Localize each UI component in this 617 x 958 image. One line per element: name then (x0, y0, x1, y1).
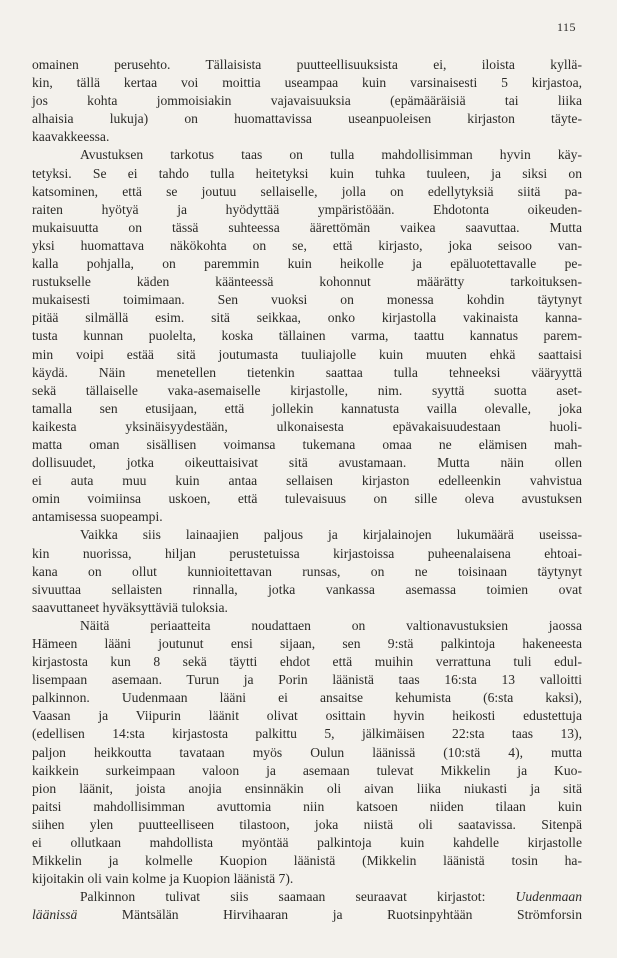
text-line: paitsi mahdollisimman avuttomia niin katsoen niiden tilaan kuin (32, 798, 582, 814)
text-line: kirjastosta kun 8 sekä täytti ehdot että muihin verrattuna tuli edul- (32, 654, 582, 670)
paragraph (32, 617, 582, 888)
text-line: käydä. Näin menetellen tietenkin saattaa tulla tehneeksi vääryyttä (32, 364, 582, 380)
text-line: pion läänit, joista anojia ensinnäkin oli aivan liika niukasti ja sitä (32, 780, 582, 796)
text-line: kalla pohjalla, on paremmin kuin heikolle ja epäluotettavalle pe- (32, 256, 582, 272)
text-line: katsominen, että se joutuu sellaiselle, jolla on edellytyksiä siitä pa- (32, 183, 582, 199)
text-line: Vaikka siis lainaajien paljous ja kirjalainojen lukumäärä useissa- (80, 527, 582, 543)
text-line: omin voimiinsa uskoen, että tulevaisuus on sille oleva avustuksen (32, 491, 582, 507)
text-line: sekä tällaiselle vaka-asemaiselle kirjastolle, nim. syyttä suotta aset- (32, 382, 582, 398)
text-line: Avustuksen tarkotus taas on tulla mahdollisimman hyvin käy- (80, 147, 582, 163)
text-line (32, 888, 582, 906)
text-line: sivuuttaa sellaisten rinnalla, jotka vankassa asemassa toimien ovat (32, 581, 582, 597)
text-line: kijoitakin oli vain kolme ja Kuopion läänistä 7). (32, 871, 294, 887)
text-line: (edellisen 14:sta kirjastosta palkittu 5, jälkimäisen 22:sta taas 13), (32, 726, 582, 742)
text-line: omainen perusehto. Tällaisista puutteellisuuksista ei, iloista kyllä- (32, 57, 582, 72)
paragraph (32, 146, 582, 526)
text-line: paljon heikkoutta tavataan myös Oulun läänissä (10:stä 4), mutta (32, 744, 582, 760)
paragraph (32, 526, 582, 616)
text-line: raiten hyötyä ja hyödyttää ympäristöään. Ehdotonta oikeuden- (32, 201, 582, 217)
italic-text: läänissä (32, 907, 78, 923)
text-line: palkinnon. Uudenmaan lääni ei ansaitse kehumista (6:sta kaksi), (32, 690, 582, 706)
text-line: Näitä periaatteita noudattaen on valtionavustuksien jaossa (80, 617, 582, 633)
text-line (32, 906, 582, 924)
paragraph (32, 56, 582, 146)
text-span: Palkinnon tulivat siis saamaan seuraavat kirjastot: (80, 889, 516, 905)
text-line: Mikkelin ja kolmelle Kuopion läänistä (Mikkelin läänistä tosin ha- (32, 853, 582, 869)
text-line: min voipi estää sitä joutumasta tuuliajolle kuin muuten ehkä saattaisi (32, 346, 582, 362)
text-line: ei auta muu kuin antaa sellaisen kirjaston edelleenkin vahvistua (32, 473, 582, 489)
text-line: antamisessa suopeampi. (32, 509, 163, 525)
text-line: pitää silmällä esim. sitä seikkaa, onko kirjastolla vakinaista kanna- (32, 310, 582, 326)
text-line: matta oman sisällisen voimansa tukemana omaa ne elämisen mah- (32, 436, 582, 452)
italic-text: Uudenmaan (515, 889, 582, 905)
text-line: kin, tällä kertaa voi moittia useampaa kuin varsinaisesti 5 kirjastoa, (32, 75, 582, 91)
text-line: Vaasan ja Viipurin läänit olivat osittain hyvin heikosti edustettuja (32, 708, 582, 724)
paragraph (32, 888, 582, 924)
text-line: kaikesta yksinäisyydestään, ulkonaisesta epävakaisuudestaan huoli- (32, 418, 582, 434)
text-line: tamalla sen etusijaan, että jollekin kannatusta vailla olevalle, joka (32, 400, 582, 416)
text-line: tetyksi. Se ei tahdo tulla heitetyksi kuin tuhka tuuleen, ja siksi on (32, 165, 582, 181)
text-line: kin nuorissa, hiljan perustetuissa kirjastoissa puheenalaisena ehtoai- (32, 545, 582, 561)
text-line: dollisuudet, jotka oikeuttaisivat sitä avustamaan. Mutta näin ollen (32, 455, 582, 471)
text-line: kaavakkeessa. (32, 129, 110, 145)
page-number: 115 (556, 20, 576, 34)
text-line: alhaisia lukuja) on huomattavissa useanpuoleisen kirjaston täyte- (32, 111, 582, 127)
text-line: jos kohta jommoisiakin vajavaisuuksia (epämääräisiä tai liika (32, 93, 582, 109)
text-line: yksi huomattava näkökohta on se, että kirjasto, joka seisoo van- (32, 237, 582, 253)
text-line: kaikkein surkeimpaan valoon ja asemaan tulevat Mikkelin ja Kuo- (32, 762, 582, 778)
text-line: lisempaan asemaan. Turun ja Porin läänistä taas 16:sta 13 valloitti (32, 672, 582, 688)
text-line: mukaisuutta on tässä suhteessa äärettömän vaikea saavuttaa. Mutta (32, 219, 582, 235)
text-line: tusta kunnan puolelta, koska tällainen varma, taattu kannatus parem- (32, 328, 582, 344)
text-line: rustukselle käden käänteessä kohonnut määrätty tarkoituksen- (32, 274, 582, 290)
text-line: ei ollutkaan mahdollista myöntää palkintoja kuin kahdelle kirjastolle (32, 835, 582, 851)
text-line: saavuttaneet hyväksyttäviä tuloksia. (32, 599, 228, 615)
text-line: mukaisesti toimimaan. Sen vuoksi on monessa kohdin täytynyt (32, 292, 582, 308)
text-line: siihen ylen puutteelliseen tilastoon, joka niistä oli saatavissa. Sitenpä (32, 816, 582, 832)
text-line: kana on ollut kunnioitettavan runsas, on ne toisinaan täytynyt (32, 563, 582, 579)
body-text (32, 56, 582, 925)
text-span: Mäntsälän Hirvihaaran ja Ruotsinpyhtään Strömforsin (77, 907, 582, 923)
text-line: Hämeen lääni joutunut ensi sijaan, sen 9:stä palkintoja hakeneesta (32, 636, 582, 651)
